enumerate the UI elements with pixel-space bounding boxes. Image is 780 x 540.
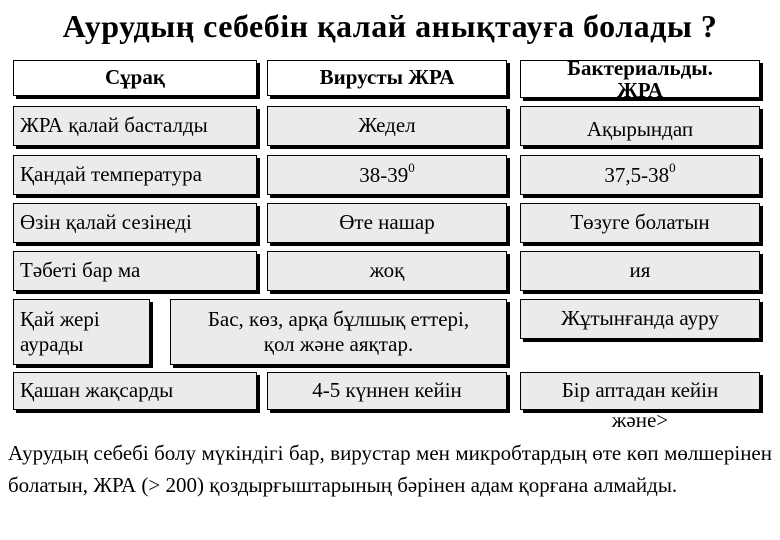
footer-paragraph: Аурудың себебі болу мүкіндігі бар, вирустар мен микробтардың өте көп мөлшерінен болатын, ЖРА (> 200) қоздырғыштарының бәрінен адам қорғана алмайды. — [8, 441, 772, 497]
row-4-bacterial-text: ия — [629, 258, 651, 283]
row-5-viral — [170, 299, 507, 365]
row-3-bacterial — [520, 203, 760, 243]
row-1-question — [13, 106, 257, 146]
header-viral — [267, 60, 507, 96]
row-4-bacterial — [520, 251, 760, 291]
row-5-question-text-1: Қай жері — [20, 306, 100, 331]
row-2-bacterial-value: 37,5-38 — [604, 162, 670, 187]
row-6-viral-text: 4-5 күннен кейін — [312, 378, 462, 403]
header-bacterial-label-2: ЖРА — [616, 78, 664, 102]
row-2-bacterial-degree: 0 — [669, 159, 676, 175]
header-question-label: Сұрақ — [105, 65, 165, 90]
row-6-question-text: Қашан жақсарды — [20, 378, 174, 403]
row-3-viral-text: Өте нашар — [339, 210, 435, 235]
row-5-question-text-2: аурады — [20, 332, 84, 356]
row-5-viral-text-1: Бас, көз, арқа бұлшық еттері, — [207, 306, 470, 331]
row-2-question — [13, 155, 257, 195]
page-title: Аурудың себебін қалай анықтауға болады ? — [62, 8, 718, 44]
row-3-bacterial-text: Төзуге болатын — [570, 210, 710, 235]
header-question — [13, 60, 257, 96]
row-6-viral — [267, 372, 507, 410]
row-4-question-text: Тәбеті бар ма — [20, 258, 141, 283]
row-5-bacterial — [520, 299, 760, 339]
header-viral-label: Вирусты ЖРА — [319, 65, 455, 90]
row-3-question-text: Өзін қалай сезінеді — [20, 210, 192, 235]
row-2-viral-text — [359, 159, 415, 188]
row-1-viral-text: Жедел — [358, 113, 416, 138]
row-6-bacterial-text: Бір аптадан кейін — [561, 378, 719, 403]
row-4-viral-text: жоқ — [369, 258, 405, 283]
header-bacterial — [520, 55, 760, 102]
row-2-bacterial — [520, 155, 760, 195]
row-5-viral-text-2: қол және аяқтар. — [263, 332, 414, 356]
row-4-question — [13, 251, 257, 291]
row-6-bacterial — [520, 372, 760, 410]
row-2-viral-degree: 0 — [408, 159, 415, 175]
row-1-viral — [267, 106, 507, 146]
header-bacterial-label-1: Бактериальды. — [567, 55, 713, 80]
row-4-viral — [267, 251, 507, 291]
row-1-question-text: ЖРА қалай басталды — [20, 113, 208, 138]
row-3-question — [13, 203, 257, 243]
row-6-question — [13, 372, 257, 410]
row-5-question — [13, 299, 150, 365]
row-3-viral — [267, 203, 507, 243]
row-1-bacterial — [520, 106, 760, 146]
row-2-bacterial-text — [604, 159, 676, 188]
row-2-question-text: Қандай температура — [20, 162, 202, 187]
row-2-viral-value: 38-39 — [359, 162, 409, 187]
row-1-bacterial-text: Ақырындап — [586, 117, 694, 142]
row-6-bacterial-continuation: және> — [611, 408, 669, 432]
row-5-bacterial-text: Жұтынғанда ауру — [561, 306, 719, 331]
row-2-viral — [267, 155, 507, 195]
